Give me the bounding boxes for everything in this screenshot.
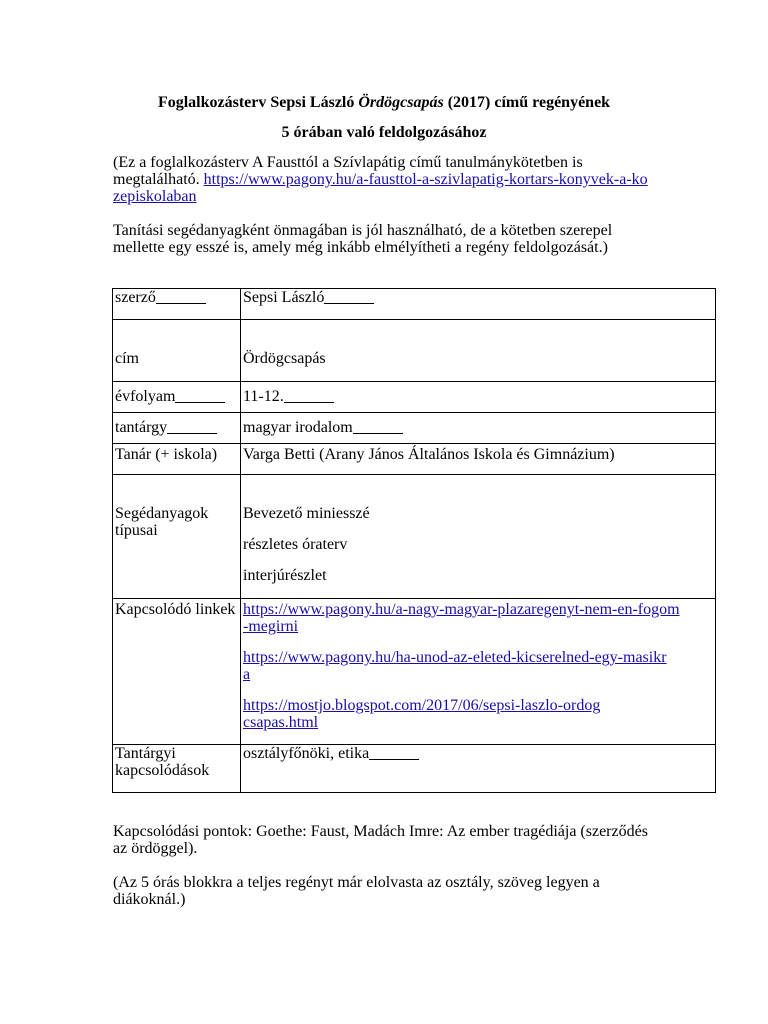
closing-paragraph: (Az 5 órás blokkra a teljes regényt már elolvasta az osztály, szöveg legyen a diákoknál.) [113, 874, 600, 908]
document-title-line-1 [0, 93, 768, 113]
related-link-3[interactable]: https://mostjo.blogspot.com/2017/06/sepsi-laszlo-ordogcsapas.html [243, 697, 601, 731]
links-label: Kapcsolódó linkek [113, 599, 241, 745]
table-row [113, 413, 716, 444]
title-novel-name: Ördögcsapás [358, 94, 444, 111]
teacher-value: Varga Betti (Arany János Általános Iskola és Gimnázium) [241, 444, 716, 475]
teacher-label: Tanár (+ iskola) [113, 444, 241, 475]
title-label: cím [113, 320, 241, 382]
intro-text: (Ez a foglalkozásterv A Fausttól a Szívlapátig című tanulmánykötetben is megtalálható. [113, 154, 583, 188]
connections-paragraph: Kapcsolódási pontok: Goethe: Faust, Madách Imre: Az ember tragédiája (szerződés az ördöggel). [113, 823, 648, 857]
materials-label: Segédanyagok típusai [113, 475, 241, 599]
table-row [113, 289, 716, 320]
material-item: részletes óraterv [243, 536, 348, 553]
title-text-after: (2017) című regényének [443, 94, 611, 111]
material-item: Bevezető miniesszé [243, 505, 370, 522]
title-value: Ördögcsapás [241, 320, 716, 382]
grade-label: évfolyam [113, 382, 241, 413]
document-title-line-2: 5 órában való feldolgozásához [281, 124, 487, 141]
table-row [113, 599, 716, 745]
subject-label: tantárgy [113, 413, 241, 444]
title-text-before: Foglalkozásterv Sepsi László [157, 94, 359, 111]
table-row [113, 382, 716, 413]
related-link-2[interactable]: https://www.pagony.hu/ha-unod-az-eleted-kicserelned-egy-masikra [243, 649, 667, 683]
materials-value [241, 475, 716, 599]
author-value: Sepsi László [241, 289, 716, 320]
subject-value: magyar irodalom [241, 413, 716, 444]
intro-paragraph [113, 154, 653, 205]
info-table [112, 288, 716, 793]
material-item: interjúrészlet [243, 567, 327, 584]
author-label: szerző [113, 289, 241, 320]
note-paragraph: Tanítási segédanyagként önmagában is jól használható, de a kötetben szerepel mellette egy esszé is, amely még inkább elmélyítheti a regény feldolgozását.) [113, 222, 613, 256]
table-row [113, 475, 716, 599]
table-row [113, 745, 716, 793]
related-subjects-value: osztályfőnöki, etika [241, 745, 716, 793]
related-link-1[interactable]: https://www.pagony.hu/a-nagy-magyar-plazaregenyt-nem-en-fogom-megirni [243, 601, 680, 635]
table-row [113, 320, 716, 382]
table-row [113, 444, 716, 475]
intro-link[interactable]: https://www.pagony.hu/a-fausttol-a-szivlapatig-kortars-konyvek-a-kozepiskolaban [113, 171, 648, 205]
grade-value: 11-12. [241, 382, 716, 413]
links-value [241, 599, 716, 745]
related-subjects-label: Tantárgyi kapcsolódások [113, 745, 241, 793]
